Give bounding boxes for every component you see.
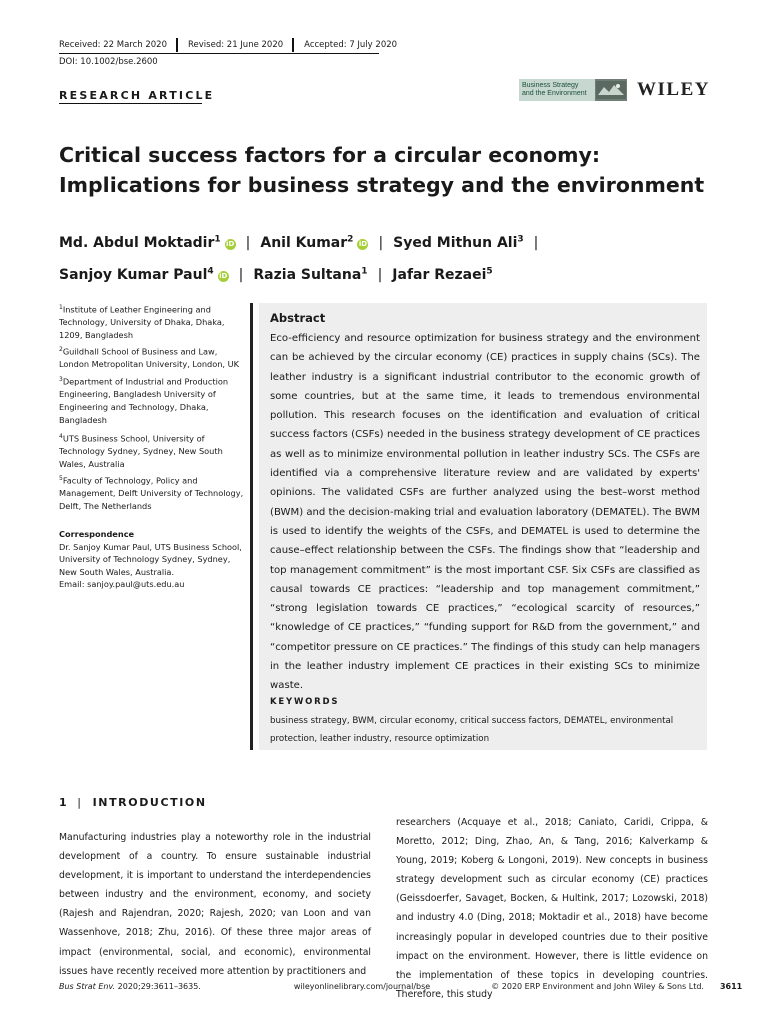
journal-ref: Bus Strat Env. bbox=[59, 981, 116, 991]
correspondence-text: Dr. Sanjoy Kumar Paul, UTS Business School, University of Technology Sydney, Sydney, New South Wales, Australia. bbox=[59, 541, 242, 577]
page-footer bbox=[59, 979, 743, 993]
affiliation: $^3$Department of Industrial and Production Engineering, Bangladesh University of Engineering and Technology, Dhaka, Bangladesh bbox=[59, 376, 229, 425]
affiliation: $^5$Faculty of Technology, Policy and Management, Delft University of Technology, Delft, The Netherlands bbox=[59, 475, 244, 511]
journal-url[interactable]: wileyonlinelibrary.com/journal/bse bbox=[293, 981, 431, 991]
author[interactable]: Jafar Rezaei$^5$ bbox=[392, 266, 493, 284]
date-divider bbox=[292, 38, 294, 52]
affiliation: $^1$Institute of Leather Engineering and Technology, University of Dhaka, Dhaka, 1209, Bangladesh bbox=[59, 304, 225, 340]
abstract-text: Eco-efficiency and resource optimization for business strategy and the environment can be achieved by the circular economy (CE) practices in supply chains (SCs). The leather industry is a significant industrial contributor to the economic growth of some countries, but at the same time, it leads to tremendous environmental pollution. This research focuses on the identification and evaluation of critical success factors (CSFs) needed in the business strategy development of CE practices as well as to minimize environmental pollution in leather industry SCs. The CSFs are identified via a comprehensive literature review and are validated by experts' opinions. The validated CSFs are further analyzed using the best–worst method (BWM) and the decision-making trial and evaluation laboratory (DEMATEL). The BWM is used to identify the weights of the CSFs, and DEMATEL is used to determine the cause–effect relationship between the CSFs. The findings show that “leadership and top management commitment” is the most important CSF. Six CSFs are classified as causal towards CE practices: “leadership and top management commitment,” “strong legislation towards CE practices,” “ecological scarcity of resources,” “knowledge of CE practices,” “funding support for R&D from the government,” and “competitor pressure on CE practices.” The findings of this study can help managers in the leather industry implement CE practices in their existing SCs to minimize waste. bbox=[270, 333, 700, 692]
author-list bbox=[59, 225, 729, 290]
header-rule bbox=[59, 53, 379, 54]
correspondence bbox=[59, 528, 249, 591]
intro-column-right: researchers (Acquaye et al., 2018; Caniato, Caridi, Crippa, & Moretto, 2012; Ding, Zhao, An, & Tang, 2016; Kalverkamp & Young, 2019; Koberg & Longoni, 2019). New concepts in business strategy development such as circular economy (CE) practices (Geissdoerfer, Savaget, Bocken, & Hultink, 2017; Lozowski, 2018) and industry 4.0 (Ding, 2018; Moktadir et al., 2018) have become increasingly popular in developed countries due to their positive impact on the environment. However, there is little evidence on the implementation of these topics in developing countries. Therefore, this study bbox=[396, 817, 708, 1000]
affiliation: $^2$Guildhall School of Business and Law, London Metropolitan University, London, UK bbox=[59, 346, 239, 370]
section-heading: 1 | INTRODUCTION bbox=[59, 796, 207, 809]
copyright: © 2020 ERP Environment and John Wiley & Sons Ltd. bbox=[491, 981, 704, 991]
author[interactable]: Anil Kumar$^2$ iD bbox=[260, 234, 368, 251]
abstract-heading: Abstract bbox=[270, 311, 326, 325]
author-divider: | bbox=[377, 267, 383, 284]
received-date: Received: 22 March 2020 bbox=[59, 40, 168, 50]
intro-column-left: Manufacturing industries play a noteworthy role in the industrial development of a country. To ensure sustainable industrial development, it is important to understand the interdependencies between industry and the environment, economy, and society (Rajesh and Rajendran, 2020; Rajesh, 2020; van Loon and van Wassenhove, 2018; Zhu, 2016). Of these three major areas of impact (environmental, social, and economic), environmental issues have recently received more attention by practitioners and bbox=[59, 832, 371, 977]
doi[interactable]: DOI: 10.1002/bse.2600 bbox=[59, 57, 158, 67]
orcid-icon[interactable]: iD bbox=[219, 272, 228, 281]
keywords-heading: KEYWORDS bbox=[270, 697, 340, 707]
page-number: 3611 bbox=[719, 981, 743, 991]
journal-logo-text: Business Strategy and the Environment bbox=[519, 79, 595, 101]
date-divider bbox=[176, 38, 178, 52]
author[interactable]: Razia Sultana$^1$ bbox=[253, 266, 368, 284]
article-title: Critical success factors for a circular economy: Implications for business strategy and the environment bbox=[59, 143, 705, 197]
author[interactable]: Sanjoy Kumar Paul$^4$ iD bbox=[59, 266, 228, 284]
orcid-icon[interactable]: iD bbox=[358, 239, 368, 248]
year-volume: 2020;29:3611–3635. bbox=[117, 981, 201, 991]
article-type: RESEARCH ARTICLE bbox=[59, 89, 215, 102]
author-divider: | bbox=[533, 234, 539, 251]
orcid-icon[interactable]: iD bbox=[226, 239, 235, 248]
correspondence-heading: Correspondence bbox=[59, 529, 135, 539]
abstract-divider bbox=[250, 303, 253, 750]
journal-logo-image bbox=[595, 79, 627, 101]
author-divider: | bbox=[378, 234, 384, 251]
abstract-box bbox=[259, 303, 707, 750]
journal-logo bbox=[519, 79, 627, 101]
article-type-underline bbox=[59, 103, 202, 104]
author[interactable]: Md. Abdul Moktadir$^1$ iD bbox=[59, 234, 235, 251]
author[interactable]: Syed Mithun Ali$^3$ bbox=[393, 234, 524, 251]
revised-date: Revised: 21 June 2020 bbox=[188, 40, 284, 50]
correspondence-email[interactable]: Email: sanjoy.paul@uts.edu.au bbox=[59, 579, 185, 590]
section-number: 1 bbox=[59, 796, 69, 809]
article-dates bbox=[59, 38, 397, 52]
section-title: INTRODUCTION bbox=[92, 796, 207, 809]
author-divider: | bbox=[245, 234, 251, 251]
affiliation: $^4$UTS Business School, University of Technology Sydney, Sydney, New South Wales, Australia bbox=[59, 433, 223, 469]
author-divider: | bbox=[238, 267, 244, 284]
publisher-logo: WILEY bbox=[637, 79, 710, 100]
keywords-text: business strategy, BWM, circular economy, critical success factors, DEMATEL, environmental protection, leather industry, resource optimization bbox=[270, 716, 674, 744]
accepted-date: Accepted: 7 July 2020 bbox=[304, 40, 398, 50]
